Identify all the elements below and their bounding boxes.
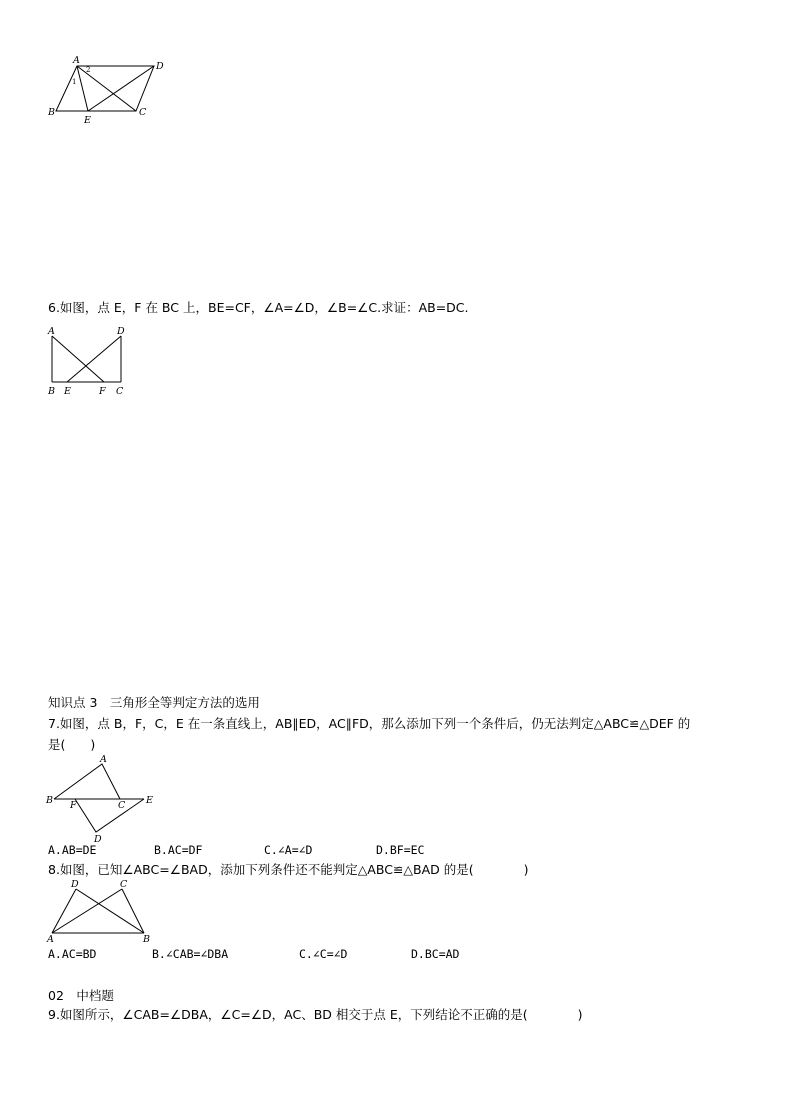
label-d: D <box>94 834 102 845</box>
segment-ed <box>88 66 154 111</box>
label-angle-1: 1 <box>72 78 77 86</box>
label-b: B <box>143 934 150 945</box>
question-6-text: 6.如图，点 E，F 在 BC 上，BE=CF，∠A=∠D，∠B=∠C.求证：AB=DC. <box>48 300 469 315</box>
figure-q5 <box>44 56 174 126</box>
triangle-abc <box>54 764 120 799</box>
label-d: D <box>71 879 79 890</box>
figure-q6 <box>44 324 134 397</box>
question-7-text-line1: 7.如图，点 B，F，C，E 在一条直线上，AB∥ED，AC∥FD，那么添加下列一个条件后，仍无法判定△ABC≌△DEF 的 <box>48 716 691 731</box>
label-f: F <box>70 800 77 811</box>
label-d: D <box>117 326 125 337</box>
label-c: C <box>120 879 128 890</box>
label-e: E <box>64 386 71 397</box>
label-b: B <box>48 386 55 397</box>
label-a: A <box>73 55 80 66</box>
q7-option-d[interactable]: D.BF=EC <box>376 843 425 857</box>
q7-option-c[interactable]: C.∠A=∠D <box>264 843 313 857</box>
q7-option-a[interactable]: A.AB=DE <box>48 843 97 857</box>
section-2-heading: 02 中档题 <box>48 988 114 1003</box>
label-angle-2: 2 <box>86 66 91 74</box>
label-b: B <box>46 795 53 806</box>
label-a: A <box>48 326 55 337</box>
q8-option-b[interactable]: B.∠CAB=∠DBA <box>152 947 229 961</box>
label-e: E <box>146 795 153 806</box>
question-8-text: 8.如图，已知∠ABC=∠BAD，添加下列条件还不能判定△ABC≌△BAD 的是( ) <box>48 862 529 877</box>
label-a: A <box>100 754 107 765</box>
segment-de <box>67 336 121 382</box>
figure-q8 <box>44 876 164 946</box>
label-c: C <box>139 107 147 118</box>
label-e: E <box>84 115 91 126</box>
question-9-text: 9.如图所示，∠CAB=∠DBA，∠C=∠D，AC、BD 相交于点 E，下列结论不正确的是( ) <box>48 1007 583 1022</box>
segment-ad <box>52 889 76 933</box>
q7-option-b[interactable]: B.AC=DF <box>154 843 203 857</box>
label-d: D <box>156 61 164 72</box>
label-c: C <box>116 386 124 397</box>
question-8-options <box>48 946 648 962</box>
question-7-options <box>48 842 648 858</box>
triangle-fde <box>75 799 144 832</box>
segment-af <box>52 336 104 382</box>
label-f: F <box>99 386 106 397</box>
section-3-heading: 知识点 3 三角形全等判定方法的选用 <box>48 695 260 710</box>
label-c: C <box>118 800 126 811</box>
question-7-text-line2: 是( ) <box>48 737 96 752</box>
q8-option-c[interactable]: C.∠C=∠D <box>299 947 348 961</box>
figure-q7 <box>44 752 164 845</box>
parallelogram-abcd <box>56 66 154 111</box>
q8-option-d[interactable]: D.BC=AD <box>411 947 460 961</box>
label-b: B <box>48 107 55 118</box>
label-a: A <box>47 934 54 945</box>
q8-option-a[interactable]: A.AC=BD <box>48 947 97 961</box>
